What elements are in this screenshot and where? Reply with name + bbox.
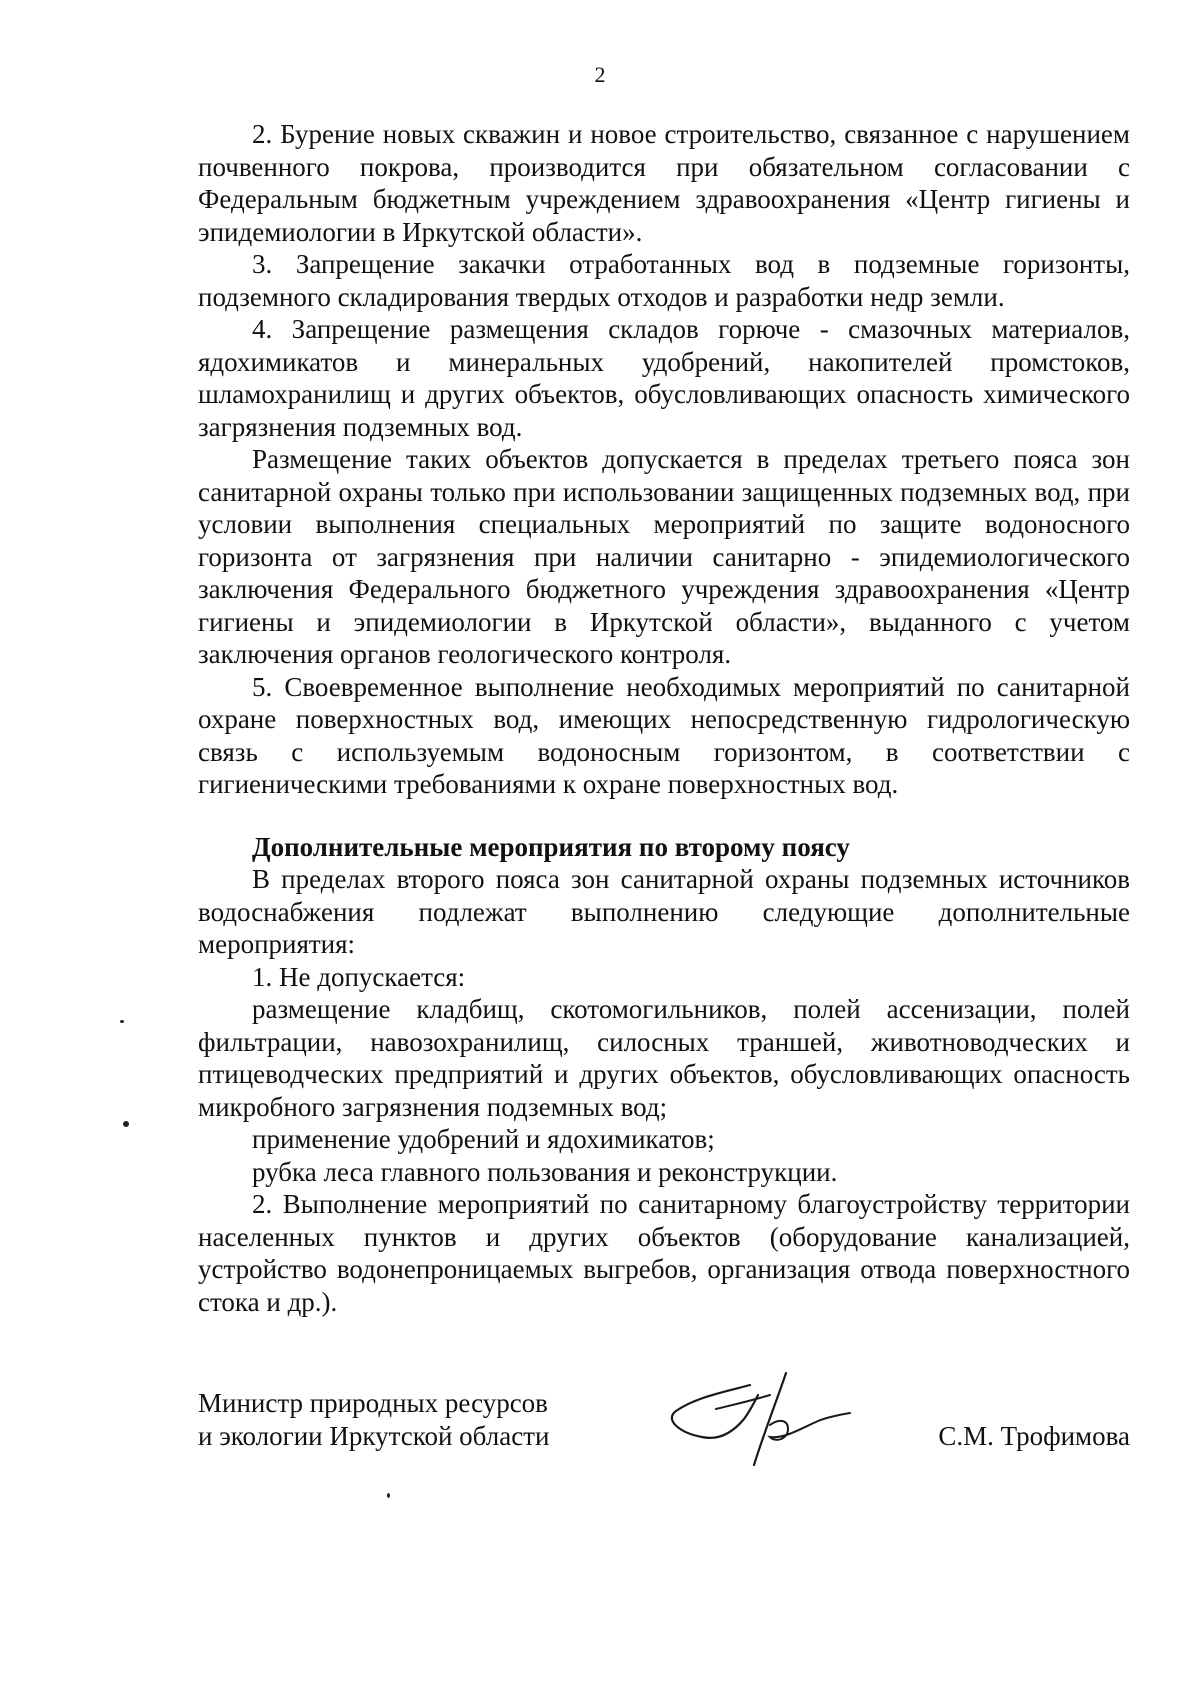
section-intro: В пределах второго пояса зон санитарной охраны подземных источников водоснабжения подлежат выполнению следующие дополнительные мероприятия: (198, 864, 1130, 959)
section-heading: Дополнительные мероприятия по второму поясу (252, 831, 850, 862)
section-item-1-fertilizers: применение удобрений и ядохимикатов; (252, 1124, 715, 1154)
signatory-title-line-1: Министр природных ресурсов (198, 1388, 548, 1418)
scan-speck (387, 1493, 390, 1498)
page-number: 2 (594, 62, 606, 87)
signatory-title (198, 1387, 549, 1453)
section-item-1-placement: размещение кладбищ, скотомогильников, полей ассенизации, полей фильтрации, навозохранилищ, силосных траншей, животноводческих и птицеводческих предприятий и других объектов, обусловливающих опасность микробного загрязнения подземных вод; (198, 994, 1130, 1122)
signature-block (198, 1387, 1130, 1527)
section-item-1-logging: рубка леса главного пользования и реконструкции. (252, 1156, 838, 1187)
section-item-1: 1. Не допускается: (252, 961, 466, 992)
signatory-title-line-2: и экологии Иркутской области (198, 1421, 550, 1451)
handwritten-signature (658, 1367, 858, 1477)
paragraph-item-5: 5. Своевременное выполнение необходимых мероприятий по санитарной охране поверхностных вод, имеющих непосредственную гидрологическую связь с используемым водоносным горизонтом, в соответствии с гигиеническими требованиями к охране поверхностных вод. (198, 671, 1130, 799)
scan-speck (123, 1121, 129, 1127)
signatory-name: С.М. Трофимова (938, 1421, 1130, 1451)
paragraph-placement-conditions: Размещение таких объектов допускается в пределах третьего пояса зон санитарной охраны только при использовании защищенных подземных вод, при условии выполнения специальных мероприятий по защите водоносного горизонта от загрязнения при наличии санитарно - эпидемиологического заключения Федерального бюджетного учреждения здравоохранения «Центр гигиены и эпидемиологии в Иркутской области», выданного с учетом заключения органов геологического контроля. (198, 444, 1130, 669)
paragraph-item-3: 3. Запрещение закачки отработанных вод в подземные горизонты, подземного складирования твердых отходов и разработки недр земли. (198, 249, 1130, 312)
paragraph-item-4: 4. Запрещение размещения складов горюче - смазочных материалов, ядохимикатов и минеральных удобрений, накопителей промстоков, шламохранилищ и других объектов, обусловливающих опасность химического загрязнения подземных вод. (198, 314, 1130, 442)
scan-speck (120, 1020, 124, 1023)
section-item-2: 2. Выполнение мероприятий по санитарному благоустройству территории населенных пунктов и других объектов (оборудование канализацией, устройство водонепроницаемых выгребов, организация отвода поверхностного стока и др.). (198, 1189, 1130, 1317)
document-body (198, 118, 1130, 1318)
paragraph-item-2: 2. Бурение новых скважин и новое строительство, связанное с нарушением почвенного покрова, производится при обязательном согласовании с Федеральным бюджетным учреждением здравоохранения «Центр гигиены и эпидемиологии в Иркутской области». (198, 119, 1130, 247)
